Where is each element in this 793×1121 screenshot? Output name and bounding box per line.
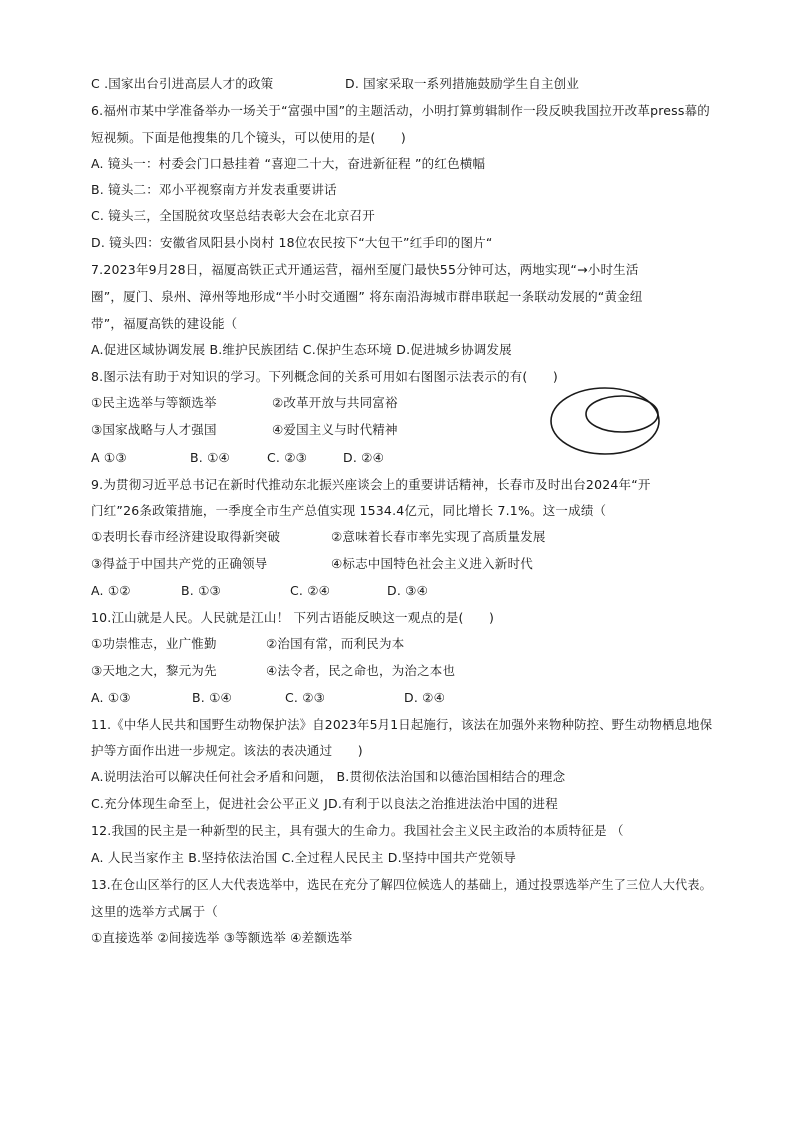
q6-option-d: D. 镜头四：安徽省凤阳县小岗村 18位农民按下“大包干”红手印的图片“: [91, 235, 493, 250]
q7-options: A.促进区域协调发展 B.维护民族团结 C.保护生态环境 D.促进城乡协调发展: [91, 342, 512, 357]
q10-item-4: ④法令者，民之命也，为治之本也: [266, 663, 456, 678]
q11-stem-line-1: 11.《中华人民共和国野生动物保护法》自2023年5月1日起施行，该法在加强外来物种防控、野生动物栖息地保: [91, 717, 713, 732]
q6-option-b: B. 镜头二：邓小平视察南方并发表重要讲话: [91, 182, 337, 197]
q13-options: ①直接选举 ②间接选举 ③等额选举 ④差额选举: [91, 930, 353, 945]
q9-stem-line-2: 门红”26条政策措施，一季度全市生产总值实现 1534.4亿元，同比增长 7.1%。这一成绩（: [91, 503, 607, 518]
q6-option-c: C. 镜头三，全国脱贫攻坚总结表彰大会在北京召开: [91, 208, 375, 223]
q9-option-a: A. ①②: [91, 583, 131, 598]
q10-option-c: C. ②③: [285, 690, 326, 705]
q8-item-1: ①民主选举与等额选举: [91, 395, 217, 410]
q13-stem-line-1: 13.在仓山区举行的区人大代表选举中，选民在充分了解四位候选人的基础上，通过投票选举产生了三位人大代表。: [91, 877, 712, 892]
q6-stem-line-1: 6.福州市某中学准备举办一场关于“富强中国”的主题活动，小明打算剪辑制作一段反映我国拉开改革press幕的: [91, 103, 710, 118]
q11-options-ab: A.说明法治可以解决任何社会矛盾和问题， B.贯彻依法治国和以德治国相结合的理念: [91, 769, 566, 784]
q7-stem-line-1: 7.2023年9月28日，福厦高铁正式开通运营，福州至厦门最快55分钟可达，两地实现“→小时生活: [91, 262, 639, 277]
q8-item-3: ③国家战略与人才强国: [91, 422, 217, 437]
q11-stem-line-2: 护等方面作出进一步规定。该法的表决通过 ): [91, 743, 363, 758]
q8-option-c: C. ②③: [267, 450, 308, 465]
q5-option-c: C .国家出台引进高层人才的政策: [91, 76, 274, 91]
q10-option-b: B. ①④: [192, 690, 232, 705]
q9-option-b: B. ①③: [181, 583, 221, 598]
q8-item-2: ②改革开放与共同富裕: [272, 395, 398, 410]
q6-option-a: A. 镜头一：村委会门口悬挂着 “喜迎二十大，奋进新征程 ”的红色横幅: [91, 156, 486, 171]
q6-stem-line-2: 短视频。下面是他搜集的几个镜头，可以使用的是( ): [91, 130, 406, 145]
q9-item-2: ②意味着长春市率先实现了高质量发展: [331, 529, 546, 544]
q12-options: A. 人民当家作主 B.坚持依法治国 C.全过程人民民主 D.坚持中国共产党领导: [91, 850, 517, 865]
q10-option-d: D. ②④: [404, 690, 445, 705]
q9-item-3: ③得益于中国共产党的正确领导: [91, 556, 268, 571]
q11-options-cd: C.充分体现生命至上，促进社会公平正义 JD.有利于以良法之治推进法治中国的进程: [91, 796, 558, 811]
q5-option-d: D. 国家采取一系列措施鼓励学生自主创业: [345, 76, 580, 91]
nested-ellipses-diagram: [549, 386, 664, 457]
q9-stem-line-1: 9.为贯彻习近平总书记在新时代推动东北振兴座谈会上的重要讲话精神，长春市及时出台2024年“开: [91, 477, 651, 492]
q12-stem: 12.我国的民主是一种新型的民主，具有强大的生命力。我国社会主义民主政治的本质特征是 （: [91, 823, 624, 838]
q10-option-a: A. ①③: [91, 690, 131, 705]
q10-item-2: ②治国有常，而利民为本: [266, 636, 405, 651]
q9-option-c: C. ②④: [290, 583, 331, 598]
q9-option-d: D. ③④: [387, 583, 428, 598]
q10-item-3: ③天地之大，黎元为先: [91, 663, 217, 678]
q8-option-b: B. ①④: [190, 450, 230, 465]
q9-item-4: ④标志中国特色社会主义进入新时代: [331, 556, 533, 571]
q10-item-1: ①功崇惟志，业广惟勤: [91, 636, 217, 651]
q10-stem: 10.江山就是人民。人民就是江山！ 下列古语能反映这一观点的是( ): [91, 610, 495, 625]
q7-stem-line-2: 圈”，厦门、泉州、漳州等地形成“半小时交通圈” 将东南沿海城市群串联起一条联动发展的“黄金纽: [91, 289, 643, 304]
q8-option-d: D. ②④: [343, 450, 384, 465]
q13-stem-line-2: 这里的选举方式属于（: [91, 904, 219, 919]
q8-item-4: ④爱国主义与时代精神: [272, 422, 398, 437]
q8-option-a: A ①③: [91, 450, 127, 465]
q9-item-1: ①表明长春市经济建设取得新突破: [91, 529, 281, 544]
q8-stem: 8.图示法有助于对知识的学习。下列概念间的关系可用如右图图示法表示的有( ): [91, 369, 558, 384]
q7-stem-line-3: 带”，福厦高铁的建设能（: [91, 316, 238, 331]
inner-ellipse: [586, 396, 658, 432]
